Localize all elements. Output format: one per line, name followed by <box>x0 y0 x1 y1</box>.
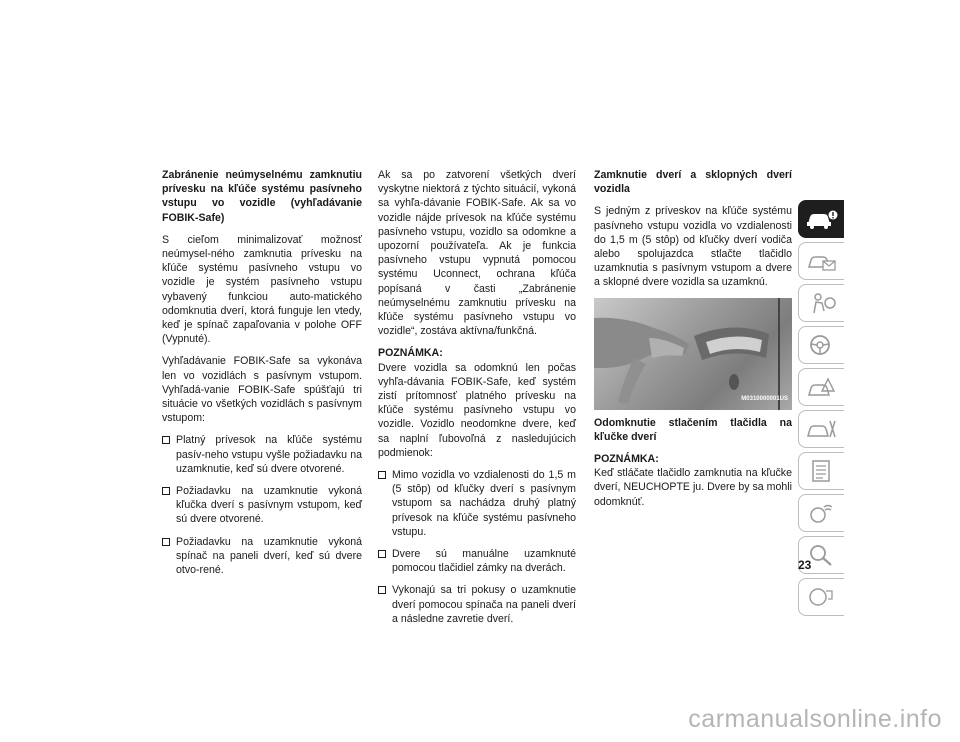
column-right <box>594 168 792 517</box>
note-text: Keď stláčate tlačidlo zamknutia na kľučke dverí, NEUCHOPTE ju. Dvere by sa mohli odomknúť. <box>594 467 792 508</box>
bullet-list <box>162 433 362 577</box>
note <box>378 346 576 460</box>
dashboard-message-icon <box>806 249 838 273</box>
image-code: M0310000001US <box>741 396 788 403</box>
chapter-tabs <box>798 200 844 620</box>
tab-language[interactable] <box>798 578 844 616</box>
checklist-icon <box>806 459 838 483</box>
note-text: Dvere vozidla sa odomknú len počas vyhľa-dávania FOBIK-Safe, keď systém zistí prítomnosť platného prívesku na kľúče systému pasívneho vstupu vo vozidle. Vozidlo neodomkne dvere, keď sa naplní ľubovoľná z nasledujúcich podmienok: <box>378 361 576 459</box>
paragraph: S cieľom minimalizovať možnosť neúmysel-ného zamknutia prívesku na kľúče systému pasívneho vstupu vo vozidle je systém pasívneho vstupu vybavený funkciou auto-matického odomknutia dverí, ktorá funguje len vtedy, keď je spínač zapaľovania v polohe OFF (Vypnuté). <box>162 233 362 346</box>
note-title: POZNÁMKA: <box>594 453 659 466</box>
tab-dashboard-message[interactable] <box>798 242 844 280</box>
paragraph: S jedným z príveskov na kľúče systému pasívneho vstupu vozidla vo vzdialenosti do 1,5 m (5 stôp) od kľučky dverí vodiča alebo spolujazdca stlačte tlačidlo uzamknutia s pasívnym vstupom a dvere a sklopné dvere vozidla sa uzamknú. <box>594 205 792 289</box>
list-item: Dvere sú manuálne uzamknuté pomocou tlačidiel zámky na dverách. <box>378 547 576 575</box>
paragraph: Vyhľadávanie FOBIK-Safe sa vykonáva len vo vozidlách s pasívnym vstupom. Vyhľadá-vanie FOBIK-Safe spúšťajú tri situácie vo všetkých vozidlách s pasívnym vstupom: <box>162 355 362 425</box>
section-heading-fobik-safe: Zabránenie neúmyselnému zamknutiu prívesku na kľúče systému pasívneho vstupu vo vozidle (vyhľadávanie FOBIK-Safe) <box>162 169 362 224</box>
tab-car-info[interactable] <box>798 200 844 238</box>
note <box>594 452 792 509</box>
car-service-icon <box>806 417 838 441</box>
tab-car-crash[interactable] <box>798 368 844 406</box>
tab-steering[interactable] <box>798 326 844 364</box>
bullet-list <box>378 468 576 626</box>
tab-checklist[interactable] <box>798 452 844 490</box>
list-item: Požiadavku na uzamknutie vykoná kľučka dverí s pasívnym vstupom, keď sú dvere otvorené. <box>162 484 362 527</box>
list-item: Vykonajú sa tri pokusy o uzamknutie dverí pomocou spínača na paneli dverí a následne zavretie dverí. <box>378 583 576 626</box>
list-item: Platný prívesok na kľúče systému pasív-neho vstupu vyšle požiadavku na uzamknutie, keď sú dvere otvorené. <box>162 433 362 476</box>
figure-caption: Odomknutie stlačením tlačidla na kľučke dverí <box>594 416 792 443</box>
tab-car-service[interactable] <box>798 410 844 448</box>
watermark: carmanualsonline.info <box>688 705 942 733</box>
paragraph: Ak sa po zatvorení všetkých dverí vyskytne niektorá z týchto situácií, vykoná sa vyhľa-dávanie FOBIK-Safe. Ak sa vo vozidle nájde prívesok na kľúče systému pasívneho vstupu, vozidlo sa odomkne a upozorní používateľa. Ak je funkcia pasívneho vstupu vypnutá pomocou systému Uconnect, ochrana kľúča popísaná v časti „Zabránenie neúmyselnému zamknutiu prívesku na kľúče systému pasívneho vstupu vo vozidle“, zostáva aktívna/funkčná. <box>378 169 576 338</box>
door-handle-photo <box>594 298 792 410</box>
tab-multimedia[interactable] <box>798 494 844 532</box>
column-middle <box>378 168 576 634</box>
car-crash-icon <box>806 375 838 399</box>
steering-wheel-icon <box>806 333 838 357</box>
multimedia-icon <box>806 501 838 525</box>
note-title: POZNÁMKA: <box>378 347 443 360</box>
page-number: 23 <box>798 558 812 572</box>
airbag-safety-icon <box>806 291 838 315</box>
section-heading-locking: Zamknutie dverí a sklopných dverí vozidla <box>594 169 792 196</box>
column-left <box>162 168 362 585</box>
list-item: Mimo vozidla vo vzdialenosti do 1,5 m (5 stôp) od kľučky dverí s pasívnym vstupom sa nachádza druhý platný prívesok na kľúče systému pasívneho vstupu. <box>378 468 576 539</box>
language-icon <box>806 585 838 609</box>
tab-airbag-safety[interactable] <box>798 284 844 322</box>
car-info-icon <box>806 208 838 230</box>
list-item: Požiadavku na uzamknutie vykoná spínač na paneli dverí, keď sú dvere otvo-rené. <box>162 535 362 578</box>
